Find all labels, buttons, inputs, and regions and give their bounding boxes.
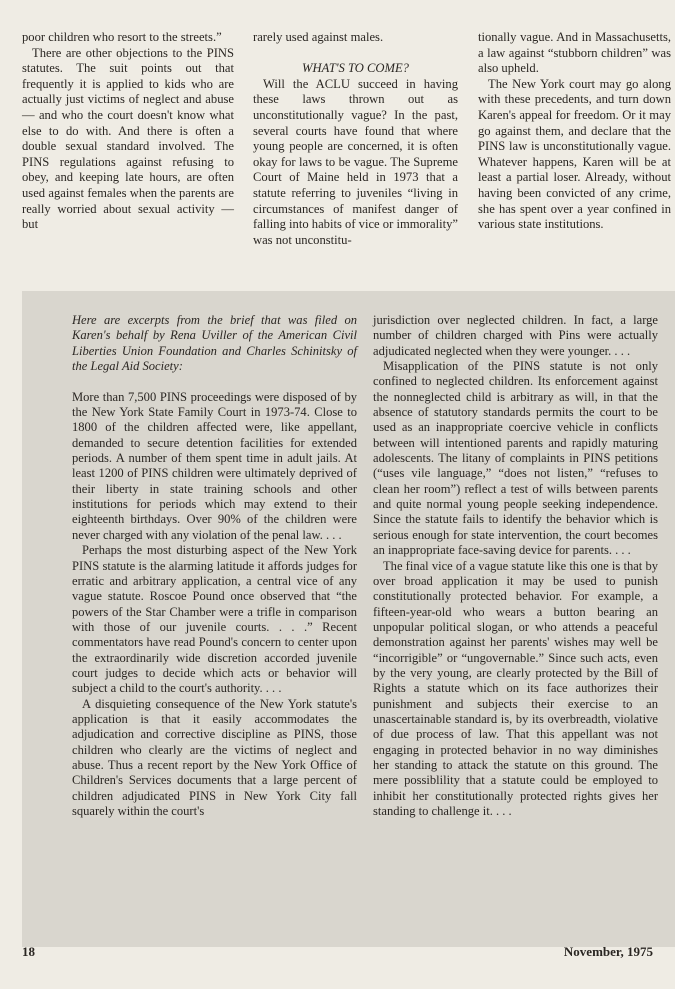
issue-date: November, 1975 [563, 944, 653, 959]
article-paragraph: poor children who resort to the streets.” [22, 30, 222, 44]
excerpt-paragraph: A disquieting consequence of the New York statute's application is that it easily accommodates the adjudication and corrective discipline as PINS, those children who clearly are the victims of neglect and abuse. Thus a recent report by the New York Office of Children's Services documents that a large percent of children adjudicated PINS in New York City fall squarely within the court's [72, 696, 357, 818]
page-number: 18 [22, 944, 35, 959]
article-paragraph: rarely used against males. [253, 30, 384, 44]
excerpt-column-left [72, 313, 357, 819]
section-heading: WHAT'S TO COME? [302, 61, 409, 76]
excerpt-paragraph: Misapplication of the PINS statute is not only confined to neglected children. Its enforcement against the nonneglected child is arbitrary as will, in that the absence of statutory standards permits the court to be used as an inappropriate coercive vehicle in conflicts between will intentioned parents and rapidly maturing adolescents. The litany of complaints in PINS petitions (“uses vile language,” “does not listen,” “refuses to clean her room”) reflect a test of wills between parents and quite normal young people seeking independence. Since the statute fails to identify the behavior which is serious enough for state intervention, the court becomes an inappropriate face-saving device for parents. . . . [373, 359, 658, 558]
article-column-1 [22, 30, 234, 233]
article-paragraph: Will the ACLU succeed in having these laws thrown out as unconstitutionally vague? In the past, several courts have found that where young people are concerned, it is often okay for laws to be vague. The Supreme Court of Maine held in 1973 that a statute referring to juveniles “living in circumstances of manifest danger of falling into habits of vice or immorality” was not unconstitu- [253, 76, 458, 247]
excerpt-paragraph: The final vice of a vague statute like this one is that by over broad application it may be used to punish constitutionally protected behavior. For example, a fifteen-year-old who wears a button bearing an unpopular political slogan, or who attends a peaceful demonstration against her parents' wishes may well be “incorrigible” or “ungovernable.” Since such acts, even by the very young, are clearly protected by the Bill of Rights a statute which on its face authorizes their punishment and subjects their exercise to an unascertainable standard is, by its overbreadth, violative of due process of law. That this appellant was not engaging in protected behavior in no way diminishes her standing to attack the statute on this ground. The mere possiblility that a statute could be employed to inhibit her constitutionally protected rights gives her standing to challenge it. . . . [373, 558, 658, 818]
paragraph-spacer [72, 374, 357, 389]
excerpt-box [22, 291, 675, 947]
excerpt-paragraph: jurisdiction over neglected children. In fact, a large number of children charged with Pins were actually adjudicated neglected when they were younger. . . . [373, 313, 658, 358]
article-paragraph: There are other objections to the PINS statutes. The suit points out that frequently it is applied to kids who are actually just victims of neglect and abuse — and who the court doesn't know what else to do with. And there is often a double sexual standard involved. The PINS regulations against refusing to obey, and keeping late hours, are often used against females when the parents are really worried about sexual activity — but [22, 45, 234, 232]
excerpt-column-right [373, 313, 658, 819]
article-column-3 [478, 30, 671, 233]
article-column-2 [253, 30, 458, 248]
article-paragraph: tionally vague. And in Massachusetts, a law against “stubborn children” was also upheld. [478, 30, 671, 76]
excerpt-paragraph: Perhaps the most disturbing aspect of the New York PINS statute is the alarming latitude it affords judges for erratic and arbitrary application, a central vice of any vague statute. Roscoe Pound once observed that “the powers of the Star Chamber were a trifle in comparison with those of our juvenile courts. . . .” Recent commentators have read Pound's concern to center upon the extraordinarily wide discretion accorded juvenile court judges to decide which acts or behavior will subject a child to the court's authority. . . . [72, 543, 357, 696]
excerpt-paragraph: More than 7,500 PINS proceedings were disposed of by the New York State Family Court in 1973-74. Close to 1800 of the children affected were, like appellant, demanded to secure detention facilities for extended periods. A number of them spent time in adult jails. At least 1200 of PINS children were ultimately deprived of their liberty in state training schools and other institutions for periods which may extend to their eighteenth birthdays. Over 90% of the children were never charged with any violation of the penal law. . . . [72, 389, 357, 542]
paragraph-spacer [253, 46, 458, 62]
article-paragraph: The New York court may go along with these precedents, and turn down Karen's appeal for freedom. Or it may go against them, and declare that the PINS law is unconstitutionally vague. Whatever happens, Karen will be at least a partial loser. Already, without having been convicted of any crime, she has spent over a year confined in various state institutions. [478, 76, 671, 232]
excerpt-intro: Here are excerpts from the brief that was filed on Karen's behalf by Rena Uviller of the American Civil Liberties Union Foundation and Charles Schinitsky of the Legal Aid Society: [72, 313, 357, 374]
